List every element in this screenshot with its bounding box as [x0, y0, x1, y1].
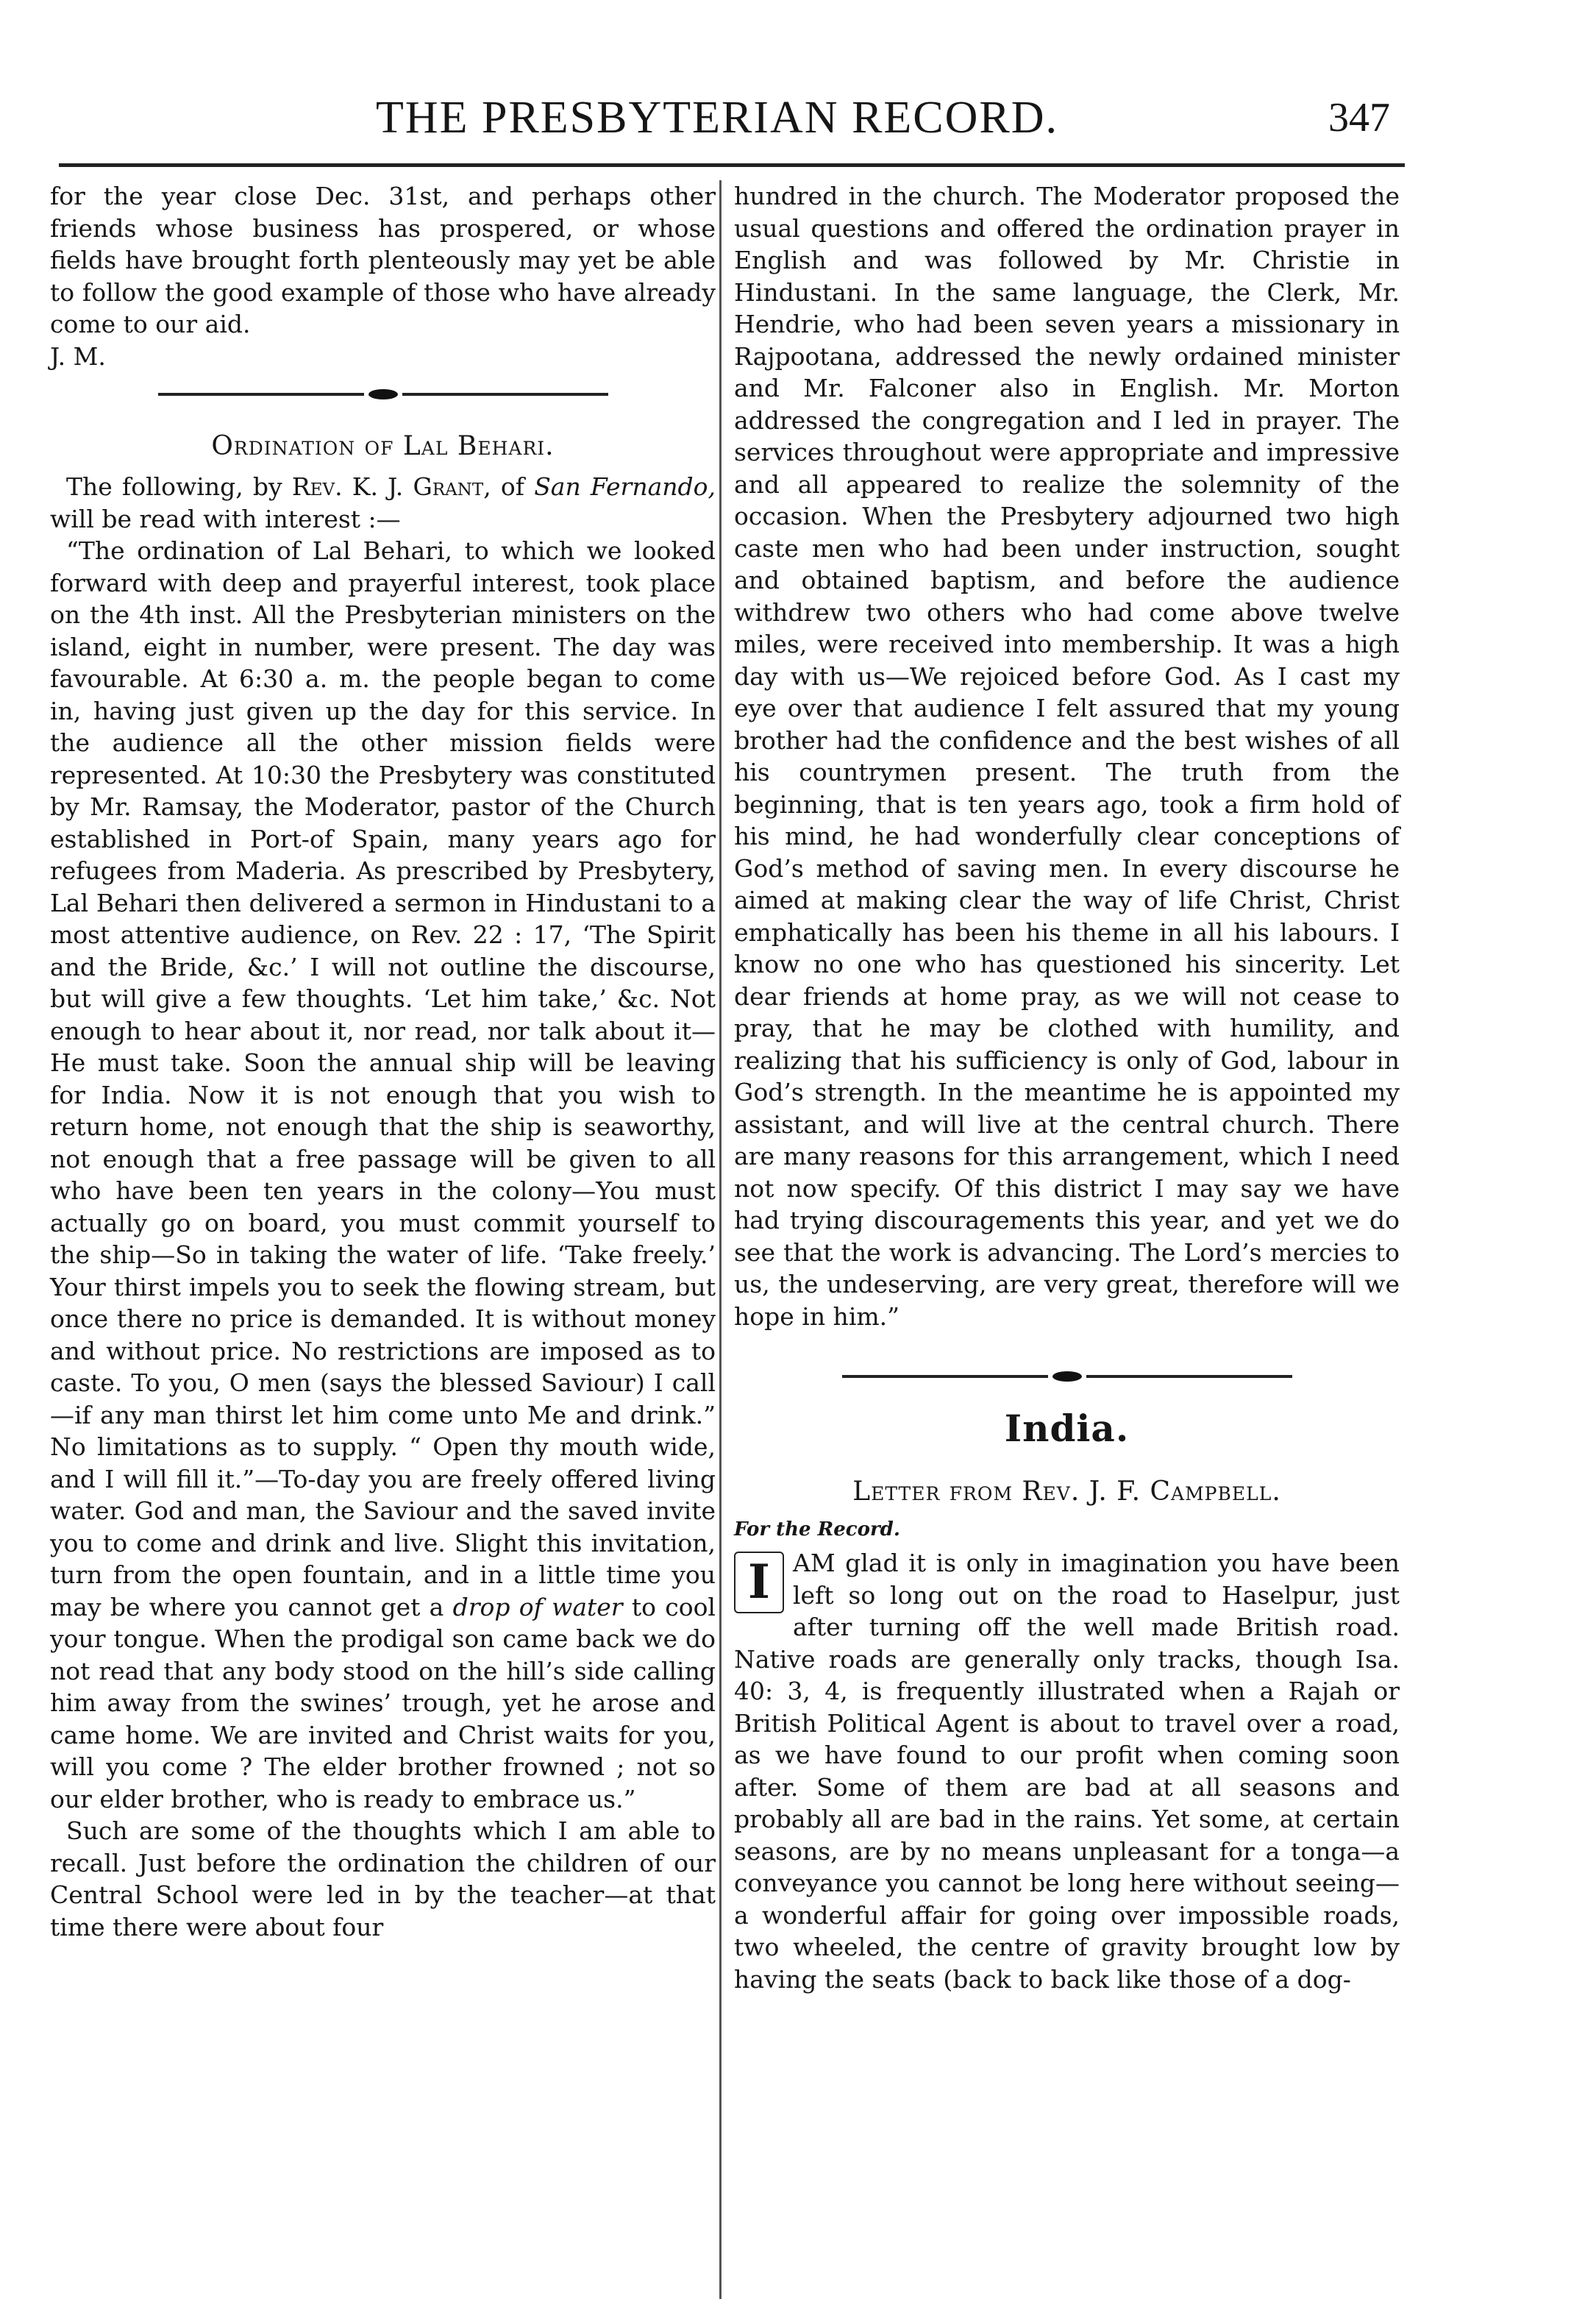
section-divider-ornament	[734, 1354, 1400, 1399]
drop-cap: I	[734, 1552, 784, 1613]
article-heading: Ordination of Lal Behari.	[211, 431, 555, 461]
section-title: India.	[1004, 1407, 1130, 1450]
quote-paragraph: “The ordination of Lal Behari, to which we looked forward with deep and prayerful interest, took place on the 4th inst. All the Presbyterian ministers on the island, eight in number, were present. The day was favourable. At 6:30 a. m. the people began to come in, having just given up the day for this service. In the audience all the other mission fields were represented. At 10:30 the Presbytery was constituted by Mr. Ramsay, the Moderator, pastor of the Church established in Port-of Spain, many years ago for refugees from Maderia. As prescribed by Presbytery, Lal Behari then delivered a sermon in Hindustani to a most attentive audience, on Rev. 22 : 17, ‘The Spirit and the Bride, &c.’ I will not outline the discourse, but will give a few thoughts. ‘Let him take,’ &c. Not enough to hear about it, nor read, nor talk about it—He must take. Soon the annual ship will be leaving for India. Now it is not enough that you wish to return home, not enough that the ship is seaworthy, not enough that a free passage will be given to all who have been ten years in the colony—You must actually go on board, you must commit yourself to the ship—So in taking the water of life. ‘Take freely.’ Your thirst impels you to seek the flowing stream, but once there no price is demanded. It is without money and without price. No restrictions are imposed as to caste. To you, O men (says the blessed Saviour) I call—if any man thirst let him come unto Me and drink.” No limitations as to supply. “ Open thy mouth wide, and I will fill it.”—To-day you are freely offered living water. God and man, the Saviour and the saved invite you to come and drink and live. Slight this invitation, turn from the open fountain, and in a little time you may be where you cannot get a drop of water to cool your tongue. When the prodigal son came back we do not read that any body stood on the hill’s side calling him away from the swines’ trough, yet he arose and came home. We are invited and Christ waits for you, will you come ? The elder brother frowned ; not so our elder brother, who is ready to embrace us.”	[50, 536, 716, 1813]
journal-title: THE PRESBYTERIAN RECORD.	[375, 93, 1059, 143]
article-byline: The following, by Rev. K. J. Grant, of San Fernando, will be read with interest :—	[50, 472, 716, 533]
intro-paragraph: for the year close Dec. 31st, and perhaps other friends whose business has prospered, or whose fields have brought forth plenteously may yet be able to follow the good example of those who have already come to our aid.	[50, 182, 716, 338]
closing-paragraph: Such are some of the thoughts which I am able to recall. Just before the ordination the children of our Central School were led in by the teacher—at that time there were about four	[50, 1816, 716, 1941]
for-the-record-label: For the Record.	[734, 1518, 900, 1541]
quote-italic-phrase: drop of water	[452, 1592, 623, 1621]
left-column	[50, 180, 716, 1943]
byline-author: Rev. K. J. Grant,	[291, 472, 491, 501]
byline-place: San Fernando,	[534, 472, 716, 501]
page-number: 347	[1328, 95, 1390, 141]
signature: J. M.	[50, 341, 106, 371]
continuation-paragraph: hundred in the church. The Moderator proposed the usual questions and offered the ordination prayer in English and was followed by Mr. Christie in Hindustani. In the same language, the Clerk, Mr. Hendrie, who had been seven years a missionary in Rajpootana, addressed the newly ordained minister and Mr. Falconer also in English. Mr. Morton addressed the congregation and I led in prayer. The services throughout were appropriate and impressive and all appeared to realize the solemnity of the occasion. When the Presbytery adjourned two high caste men who had been under instruction, sought and obtained baptism, and before the audience withdrew two others who had come above twelve miles, were received into membership. It was a high day with us—We rejoiced before God. As I cast my eye over that audience I felt assured that my young brother had the confidence and the best wishes of all his countrymen present. The truth from the beginning, that is ten years ago, took a firm hold of his mind, he had wonderfully clear conceptions of God’s method of saving men. In every discourse he aimed at making clear the way of life Christ, Christ emphatically has been his theme in all his labours. I know no one who has questioned his sincerity. Let dear friends at home pray, as we will not cease to pray, that he may be clothed with humility, and realizing that his sufficiency is only of God, labour in God’s strength. In the meantime he is appointed my assistant, and will live at the central church. There are many reasons for this arrangement, which I need not now specify. Of this district I may say we have had trying discouragements this year, and yet we do see that the work is advancing. The Lord’s mercies to us, the undeserving, are very great, therefore will we hope in him.”	[734, 182, 1400, 1331]
right-column	[734, 180, 1400, 1995]
section-divider-ornament	[50, 372, 716, 416]
header-rule	[59, 163, 1405, 167]
letter-paragraph: I AM glad it is only in imagination you have been left so long out on the road to Haselpur, just after turning off the well made British road. Native roads are generally only tracks, though Isa. 40: 3, 4, is frequently illustrated when a Rajah or British Political Agent is about to travel over a road, as we have found to our profit when coming soon after. Some of them are bad at all seasons and probably all are bad in the rains. Yet some, at certain seasons, are by no means unpleasant for a tonga—a conveyance you cannot be long here without seeing—a wonderful affair for going over impossible roads, two wheeled, the centre of gravity brought low by having the seats (back to back like those of a dog-	[734, 1549, 1400, 1994]
page-header	[44, 88, 1390, 162]
letter-heading: Letter from Rev. J. F. Campbell.	[852, 1477, 1281, 1507]
column-divider	[719, 180, 722, 2299]
